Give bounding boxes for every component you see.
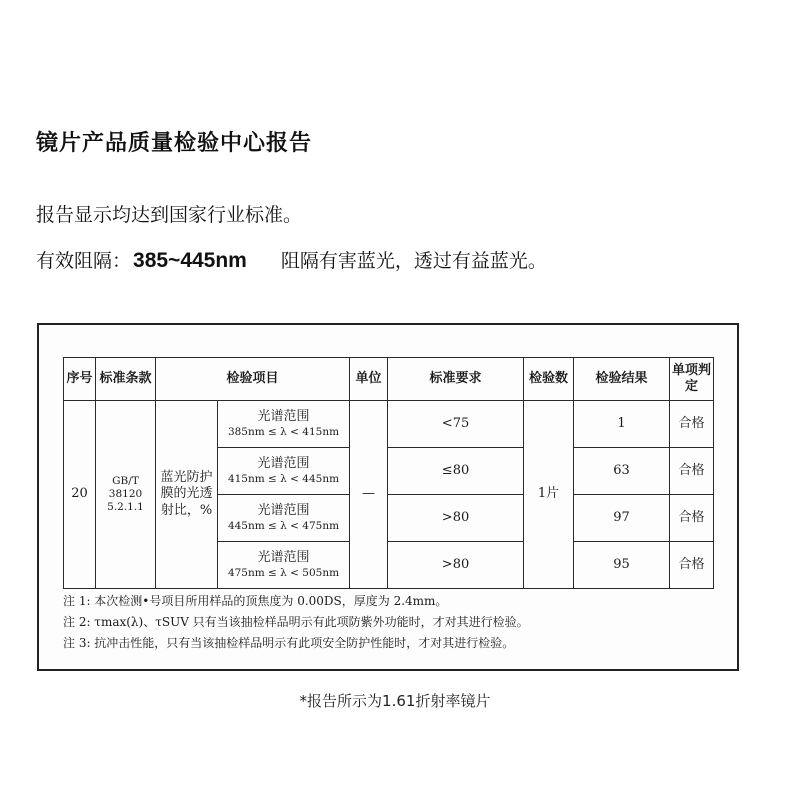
cell-unit: — bbox=[350, 401, 388, 589]
cell-range bbox=[218, 495, 350, 542]
report-table bbox=[63, 357, 714, 589]
range-value: 385nm ≤ λ < 415nm bbox=[227, 425, 340, 438]
cell-result: 95 bbox=[574, 542, 670, 589]
header-count: 检验数 bbox=[524, 358, 574, 401]
page-title: 镜片产品质量检验中心报告 bbox=[36, 131, 313, 156]
header-clause: 标准条款 bbox=[96, 358, 156, 401]
table-header-row bbox=[64, 358, 714, 401]
cell-verdict: 合格 bbox=[670, 495, 714, 542]
cell-range bbox=[218, 542, 350, 589]
cell-range bbox=[218, 401, 350, 448]
report-notes bbox=[63, 591, 713, 654]
cell-verdict: 合格 bbox=[670, 401, 714, 448]
header-result: 检验结果 bbox=[574, 358, 670, 401]
header-verdict: 单项判定 bbox=[670, 358, 714, 401]
cell-verdict: 合格 bbox=[670, 542, 714, 589]
range-value: 415nm ≤ λ < 445nm bbox=[227, 472, 340, 485]
header-item: 检验项目 bbox=[156, 358, 350, 401]
cell-requirement: >80 bbox=[388, 542, 524, 589]
cell-requirement: ≤80 bbox=[388, 448, 524, 495]
cell-clause: GB/T 38120 5.2.1.1 bbox=[96, 401, 156, 589]
header-requirement: 标准要求 bbox=[388, 358, 524, 401]
range-label: 光谱范围 bbox=[257, 409, 310, 425]
note-1: 注 1: 本次检测•号项目所用样品的顶焦度为 0.00DS，厚度为 2.4mm。 bbox=[63, 594, 448, 608]
cell-result: 97 bbox=[574, 495, 670, 542]
header-unit: 单位 bbox=[350, 358, 388, 401]
note-2: 注 2: τmax(λ)、τSUV 只有当该抽检样品明示有此项防紫外功能时，才对其进行检验。 bbox=[63, 615, 529, 629]
cell-result: 63 bbox=[574, 448, 670, 495]
blocking-description: 阻隔有害蓝光，透过有益蓝光。 bbox=[280, 250, 547, 272]
blocking-statement bbox=[36, 246, 547, 273]
cell-count: 1片 bbox=[524, 401, 574, 589]
cell-seq: 20 bbox=[64, 401, 96, 589]
note-3: 注 3: 抗冲击性能，只有当该抽检样品明示有此项安全防护性能时，才对其进行检验。 bbox=[63, 636, 515, 650]
range-label: 光谱范围 bbox=[257, 550, 310, 566]
cell-range bbox=[218, 448, 350, 495]
cell-requirement: <75 bbox=[388, 401, 524, 448]
range-value: 475nm ≤ λ < 505nm bbox=[227, 566, 340, 579]
range-label: 光谱范围 bbox=[257, 503, 310, 519]
blocking-label: 有效阻隔： bbox=[36, 250, 132, 272]
range-value: 445nm ≤ λ < 475nm bbox=[227, 519, 340, 532]
standard-statement: 报告显示均达到国家行业标准。 bbox=[36, 204, 303, 226]
header-seq: 序号 bbox=[64, 358, 96, 401]
refractive-index-footnote: *报告所示为1.61折射率镜片 bbox=[299, 692, 491, 710]
cell-item-main: 蓝光防护膜的光透射比，% bbox=[156, 401, 218, 589]
range-label: 光谱范围 bbox=[257, 456, 310, 472]
blocking-range: 385~445nm bbox=[133, 249, 247, 272]
report-scan bbox=[37, 323, 739, 671]
cell-requirement: >80 bbox=[388, 495, 524, 542]
cell-verdict: 合格 bbox=[670, 448, 714, 495]
cell-result: 1 bbox=[574, 401, 670, 448]
table-row bbox=[64, 401, 714, 448]
